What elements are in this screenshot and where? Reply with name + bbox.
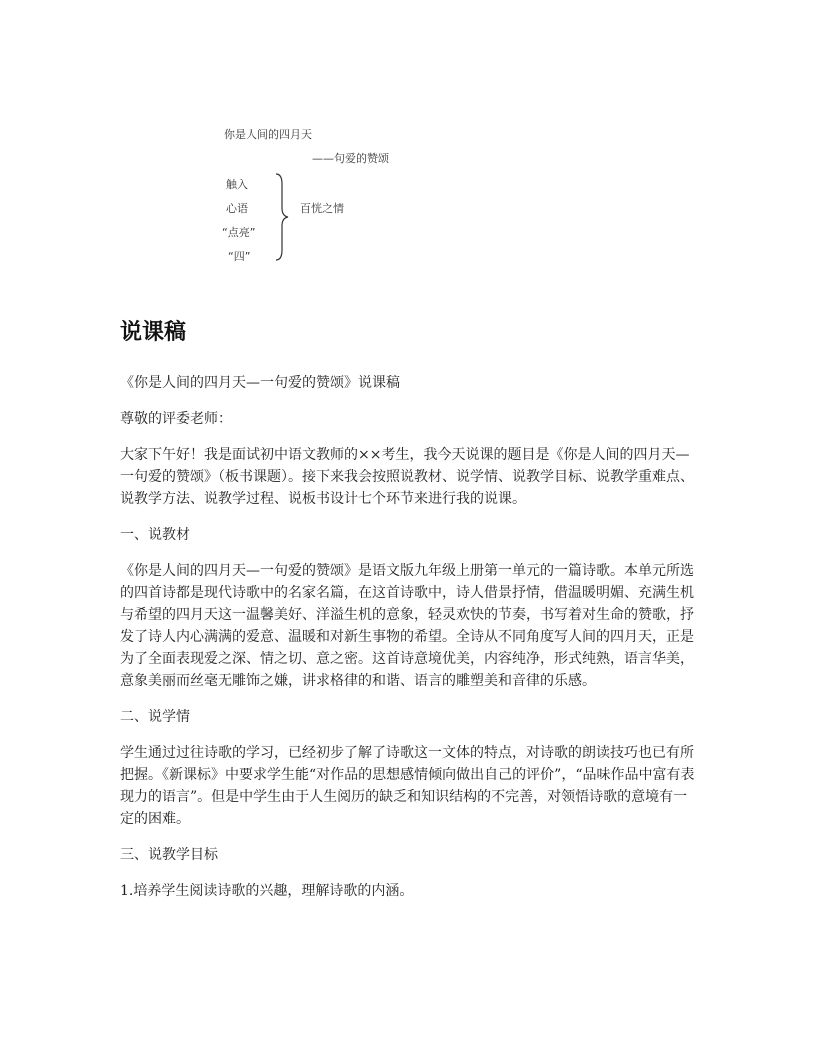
brace-icon [272, 172, 292, 262]
section-heading-3: 三、说教学目标 [120, 847, 218, 863]
paragraph-3: 大家下午好！我是面试初中语文教师的××考生，我今天说课的题目是《你是人间的四月天—一句爱的赞颂》（板书课题）。接下来我会按照说教材、说学情、说教学目标、说教学重难点、说教学方法、说教学过程、说板书设计七个环节来进行我的说课。 [120, 447, 694, 507]
blackboard-design-image [220, 118, 420, 268]
paragraph-1: 《你是人间的四月天—一句爱的赞颂》说课稿 [120, 375, 400, 391]
page-title: 说课稿 [120, 320, 187, 345]
paragraph-2: 尊敬的评委老师： [120, 411, 232, 427]
paragraph-6: 1.培养学生阅读诗歌的兴趣，理解诗歌的内涵。 [120, 883, 414, 899]
board-subtitle: ——句爱的赞颂 [312, 152, 389, 165]
section-heading-2: 二、说学情 [120, 709, 190, 725]
section-heading-1: 一、说教材 [120, 527, 190, 543]
board-title: 你是人间的四月天 [224, 128, 312, 141]
board-item-2: 心语 [226, 202, 248, 215]
paragraph-5: 学生通过过往诗歌的学习，已经初步了解了诗歌这一文体的特点，对诗歌的朗读技巧也已有所把握。《新课标》中要求学生能“对作品的思想感情倾向做出自己的评价”，“品味作品中富有表现力的语言”。但是中学生由于人生阅历的缺乏和知识结构的不完善，对领悟诗歌的意境有一定的困难。 [120, 745, 695, 827]
board-item-1: 触入 [226, 178, 248, 191]
document-body [120, 315, 700, 916]
board-item-3: “点亮” [222, 226, 256, 239]
board-item-4: “四” [228, 250, 251, 263]
paragraph-4: 《你是人间的四月天—一句爱的赞颂》是语文版九年级上册第一单元的一篇诗歌。本单元所选的四首诗都是现代诗歌中的名家名篇，在这首诗歌中，诗人借景抒情，借温暖明媚、充满生机与希望的四月天这一温馨美好、洋溢生机的意象，轻灵欢快的节奏，书写着对生命的赞歌，抒发了诗人内心满满的爱意、温暖和对新生事物的希望。全诗从不同角度写人间的四月天，正是为了全面表现爱之深、情之切、意之密。这首诗意境优美，内容纯净，形式纯熟，语言华美，意象美丽而丝毫无雕饰之嫌，讲求格律的和谐、语言的雕塑美和音律的乐感。 [120, 563, 694, 689]
board-right-label: 百恍之情 [300, 202, 344, 215]
